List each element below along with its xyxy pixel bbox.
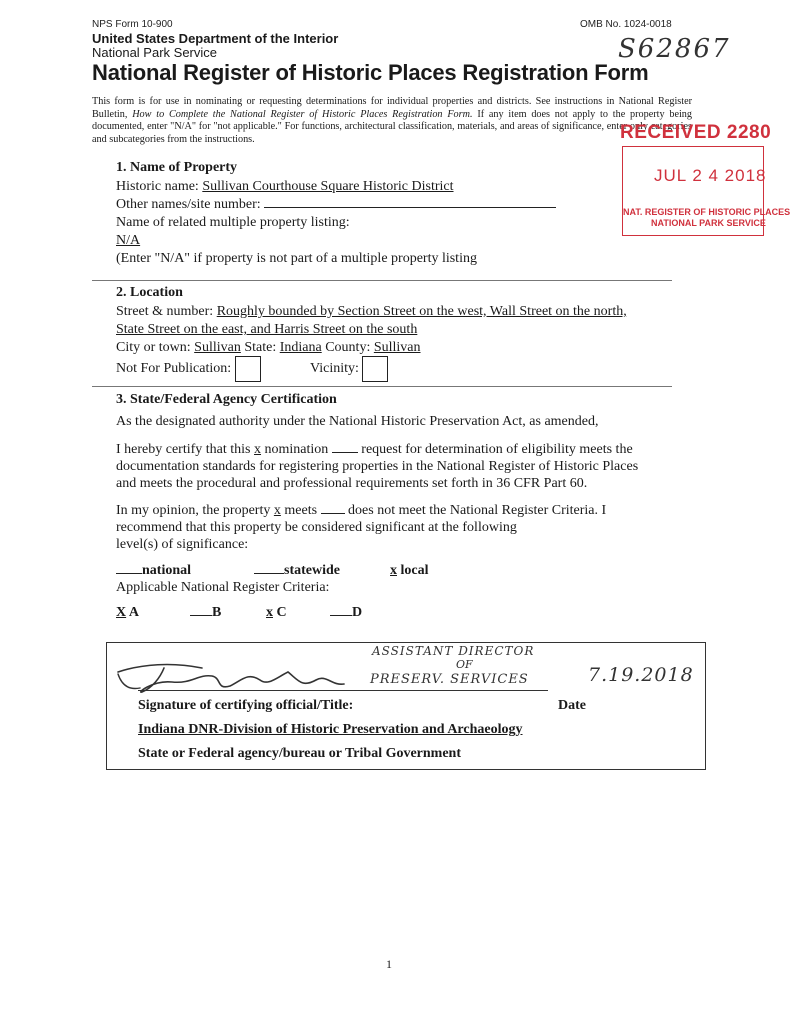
authority-statement: As the designated authority under the National Historic Preservation Act, as amended,: [116, 414, 599, 429]
section-1-heading: 1. Name of Property: [116, 160, 238, 175]
received-stamp-header: RECEIVED 2280: [620, 122, 772, 143]
does-not-meet-blank[interactable]: [321, 513, 345, 514]
handwritten-title-line2: OF: [456, 658, 473, 671]
intro-paragraph: This form is for use in nominating or requesting determinations for individual properties and districts. See instructions in National Register Bulletin, How to Complete the National Register of Historic Places Registration Form. If any item does not apply to the property being documented, enter "N/A" for "not applicable." For functions, architectural classification, materials, and areas of significance, enter only categories and subcategories from the instructions.: [92, 96, 692, 145]
city-value[interactable]: Sullivan: [194, 340, 241, 355]
page-number: 1: [386, 957, 392, 971]
not-for-publication-row: Not For Publication:: [116, 356, 261, 382]
other-names-field[interactable]: [264, 207, 556, 208]
nomination-mark[interactable]: x: [254, 442, 262, 457]
opinion-line-2: recommend that this property be considered significant at the following: [116, 520, 517, 535]
street-row: Street & number: Roughly bounded by Section Street on the west, Wall Street on the north,: [116, 304, 627, 319]
received-stamp-date: JUL 2 4 2018: [654, 166, 767, 185]
national-option[interactable]: national: [116, 562, 191, 579]
state-value[interactable]: Indiana: [279, 340, 322, 355]
section-divider: [92, 280, 672, 281]
vicinity-checkbox[interactable]: [362, 356, 388, 382]
certify-line-3: and meets the procedural and professional requirements set forth in 36 CFR Part 60.: [116, 476, 588, 491]
criterion-a[interactable]: X A: [116, 605, 139, 620]
signature-label: Signature of certifying official/Title:: [138, 698, 354, 713]
handwritten-title-line3: PRESERV. SERVICES: [370, 672, 529, 687]
historic-name-value[interactable]: Sullivan Courthouse Square Historic District: [202, 179, 454, 194]
date-label: Date: [558, 698, 586, 713]
other-names-row: Other names/site number:: [116, 196, 556, 213]
service-name: National Park Service: [92, 45, 217, 60]
vicinity-row: Vicinity:: [310, 356, 388, 382]
certifying-agency-label: State or Federal agency/bureau or Tribal Government: [138, 746, 462, 761]
historic-name-row: Historic name: Sullivan Courthouse Square Historic District: [116, 179, 454, 194]
opinion-line-1: In my opinion, the property x meets does not meet the National Register Criteria. I: [116, 503, 607, 518]
agency-name: United States Department of the Interior: [92, 31, 339, 46]
opinion-line-3: level(s) of significance:: [116, 537, 249, 552]
local-option[interactable]: x local: [390, 563, 429, 578]
certifying-agency-value[interactable]: Indiana DNR-Division of Historic Preservation and Archaeology: [138, 722, 523, 737]
certify-line-2: documentation standards for registering properties in the National Register of Historic Places: [116, 459, 639, 474]
handwritten-title-line1: ASSISTANT DIRECTOR: [372, 644, 535, 658]
criteria-label: Applicable National Register Criteria:: [116, 580, 330, 595]
certify-line-1: I hereby certify that this x nomination request for determination of eligibility meets the: [116, 442, 633, 457]
related-listing-label: Name of related multiple property listing:: [116, 215, 350, 230]
statewide-option[interactable]: statewide: [254, 562, 340, 579]
section-2-heading: 2. Location: [116, 285, 183, 300]
form-number: NPS Form 10-900: [92, 19, 173, 30]
criterion-b[interactable]: B: [190, 604, 221, 621]
related-listing-value[interactable]: N/A: [116, 233, 141, 248]
handwritten-reference-number: S62867: [618, 34, 731, 64]
county-value[interactable]: Sullivan: [373, 340, 421, 355]
meets-mark[interactable]: x: [273, 503, 281, 518]
page-title: National Register of Historic Places Registration Form: [92, 60, 649, 85]
street-value[interactable]: Roughly bounded by Section Street on the west, Wall Street on the north,: [216, 304, 627, 319]
criterion-c[interactable]: x C: [266, 605, 287, 620]
section-3-heading: 3. State/Federal Agency Certification: [116, 392, 337, 407]
criterion-d[interactable]: D: [330, 604, 362, 621]
section-divider: [92, 386, 672, 387]
handwritten-date: 7.19.2018: [588, 664, 694, 686]
not-for-publication-checkbox[interactable]: [235, 356, 261, 382]
request-mark-blank[interactable]: [332, 452, 358, 453]
city-state-county-row: City or town: Sullivan State: Indiana County: Sullivan: [116, 340, 421, 355]
received-stamp-line2: NATIONAL PARK SERVICE: [651, 218, 766, 228]
related-listing-note: (Enter "N/A" if property is not part of a multiple property listing: [116, 251, 477, 266]
omb-number: OMB No. 1024-0018: [580, 19, 672, 30]
street-value-continued[interactable]: State Street on the east, and Harris Street on the south: [116, 322, 418, 337]
signature-line: [138, 690, 548, 691]
received-stamp-line1: NAT. REGISTER OF HISTORIC PLACES: [623, 207, 790, 217]
